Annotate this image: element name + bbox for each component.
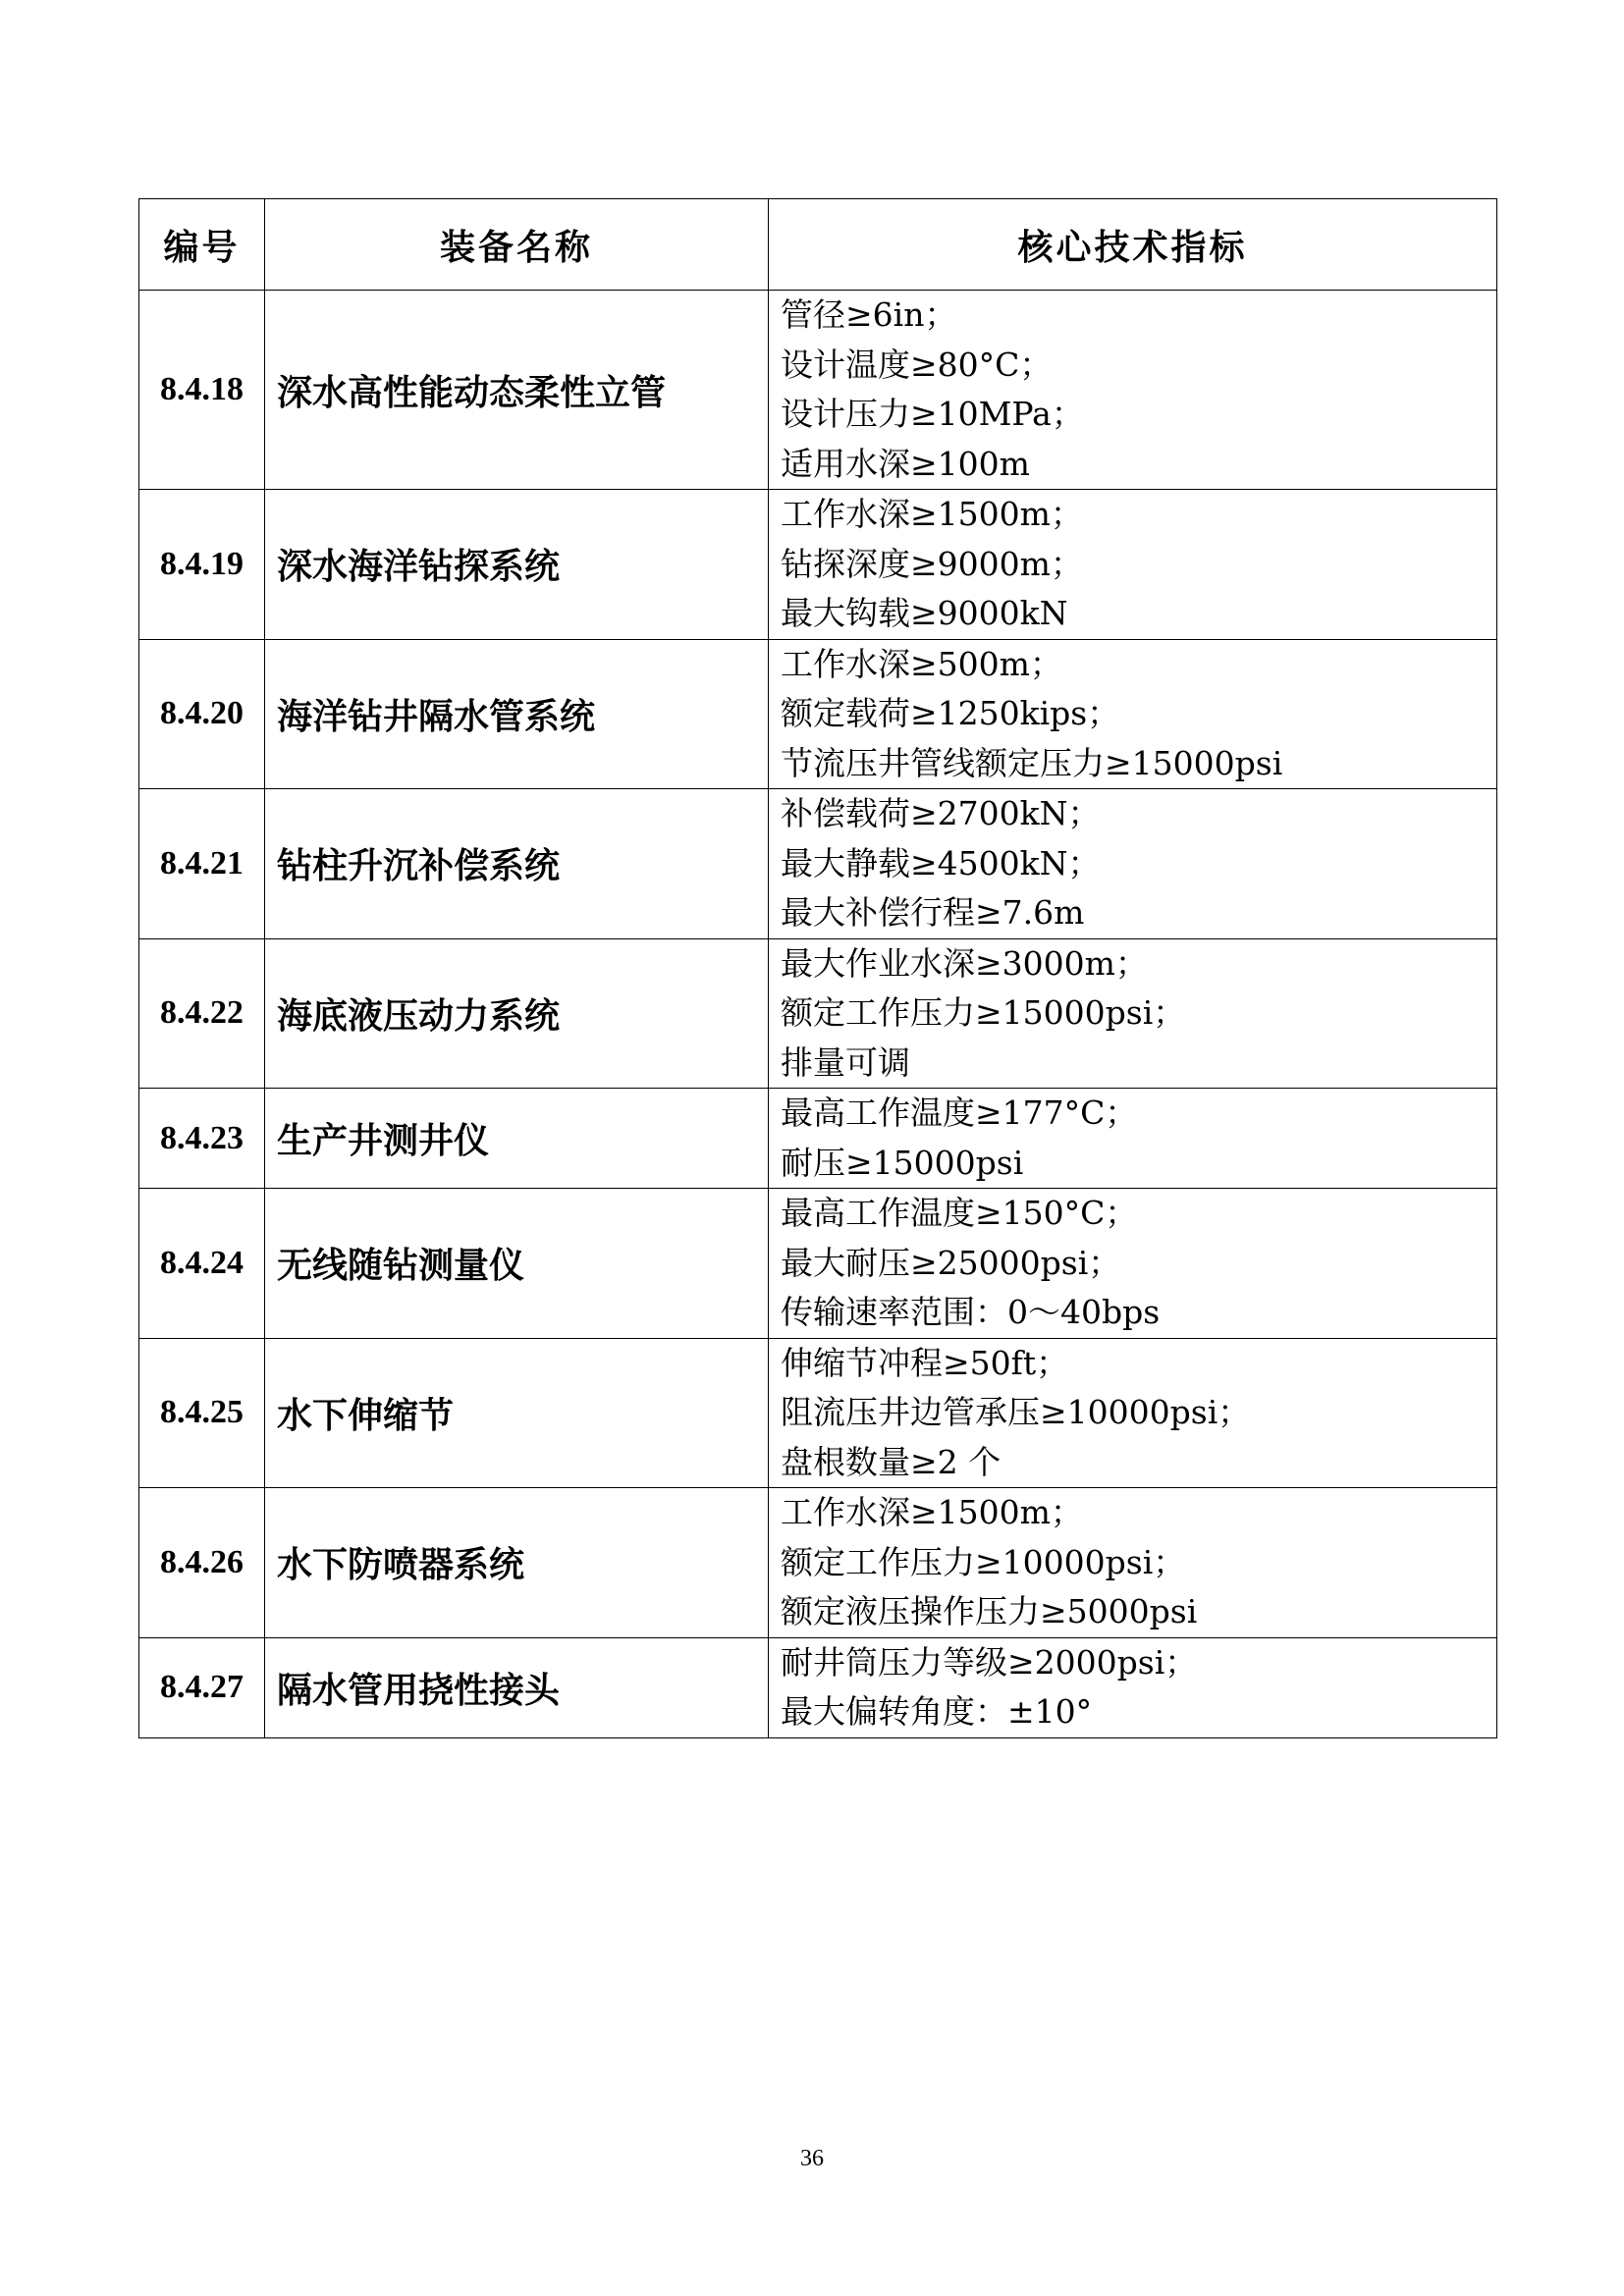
spec-line: 钻探深度≥9000m； bbox=[781, 544, 1083, 583]
equipment-id: 8.4.20 bbox=[139, 639, 265, 789]
equipment-name: 深水高性能动态柔性立管 bbox=[265, 291, 769, 490]
spec-line: 最大作业水深≥3000m； bbox=[781, 943, 1148, 983]
equipment-name: 无线随钻测量仪 bbox=[265, 1189, 769, 1339]
spec-line: 工作水深≥500m； bbox=[781, 644, 1062, 683]
table-row bbox=[139, 1189, 1497, 1339]
spec-line: 排量可调 bbox=[781, 1042, 910, 1082]
equipment-id: 8.4.23 bbox=[139, 1089, 265, 1189]
header-id: 编号 bbox=[139, 199, 265, 291]
core-specs bbox=[769, 639, 1497, 789]
spec-line: 额定载荷≥1250kips； bbox=[781, 694, 1120, 732]
spec-line: 盘根数量≥2 个 bbox=[781, 1442, 1001, 1481]
equipment-id: 8.4.19 bbox=[139, 490, 265, 640]
table-row bbox=[139, 490, 1497, 640]
core-specs bbox=[769, 1189, 1497, 1339]
spec-line: 额定液压操作压力≥5000psi bbox=[781, 1592, 1198, 1630]
core-specs bbox=[769, 1637, 1497, 1737]
spec-line: 适用水深≥100m bbox=[781, 444, 1030, 483]
core-specs bbox=[769, 938, 1497, 1089]
table-row bbox=[139, 639, 1497, 789]
spec-line: 设计压力≥10MPa； bbox=[781, 395, 1084, 433]
equipment-name: 钻柱升沉补偿系统 bbox=[265, 789, 769, 939]
core-specs bbox=[769, 291, 1497, 490]
equipment-name: 海洋钻井隔水管系统 bbox=[265, 639, 769, 789]
spec-line: 工作水深≥1500m； bbox=[781, 1493, 1083, 1531]
spec-line: 节流压井管线额定压力≥15000psi bbox=[781, 743, 1283, 782]
spec-line: 设计温度≥80°C； bbox=[781, 345, 1053, 384]
equipment-name: 隔水管用挠性接头 bbox=[265, 1637, 769, 1737]
equipment-name: 水下伸缩节 bbox=[265, 1338, 769, 1488]
spec-line: 伸缩节冲程≥50ft； bbox=[781, 1343, 1069, 1382]
spec-line: 最大耐压≥25000psi； bbox=[781, 1243, 1121, 1282]
spec-line: 最大补偿行程≥7.6m bbox=[781, 893, 1085, 932]
table-row bbox=[139, 789, 1497, 939]
equipment-id: 8.4.26 bbox=[139, 1488, 265, 1638]
core-specs bbox=[769, 1089, 1497, 1189]
equipment-name: 深水海洋钻探系统 bbox=[265, 490, 769, 640]
equipment-name: 海底液压动力系统 bbox=[265, 938, 769, 1089]
equipment-id: 8.4.27 bbox=[139, 1637, 265, 1737]
header-specs: 核心技术指标 bbox=[769, 199, 1497, 291]
spec-line: 最大偏转角度：±10° bbox=[781, 1692, 1093, 1731]
table-header-row bbox=[139, 199, 1497, 291]
equipment-id: 8.4.24 bbox=[139, 1189, 265, 1339]
table-row bbox=[139, 1338, 1497, 1488]
spec-line: 补偿载荷≥2700kN； bbox=[781, 794, 1101, 832]
spec-line: 管径≥6in； bbox=[781, 295, 957, 334]
spec-line: 最高工作温度≥177°C； bbox=[781, 1094, 1138, 1132]
equipment-id: 8.4.25 bbox=[139, 1338, 265, 1488]
core-specs bbox=[769, 1488, 1497, 1638]
spec-line: 阻流压井边管承压≥10000psi； bbox=[781, 1393, 1251, 1431]
spec-line: 最大钩载≥9000kN bbox=[781, 594, 1068, 632]
equipment-id: 8.4.18 bbox=[139, 291, 265, 490]
equipment-id: 8.4.22 bbox=[139, 938, 265, 1089]
core-specs bbox=[769, 1338, 1497, 1488]
equipment-name: 水下防喷器系统 bbox=[265, 1488, 769, 1638]
spec-line: 传输速率范围：0～40bps bbox=[781, 1293, 1161, 1331]
equipment-name: 生产井测井仪 bbox=[265, 1089, 769, 1189]
equipment-spec-table bbox=[138, 198, 1497, 1738]
header-name: 装备名称 bbox=[265, 199, 769, 291]
core-specs bbox=[769, 490, 1497, 640]
page-number: 36 bbox=[800, 2146, 824, 2171]
table-row bbox=[139, 1637, 1497, 1737]
core-specs bbox=[769, 789, 1497, 939]
table-row bbox=[139, 291, 1497, 490]
table-row bbox=[139, 1488, 1497, 1638]
spec-line: 工作水深≥1500m； bbox=[781, 495, 1083, 533]
spec-line: 最大静载≥4500kN； bbox=[781, 843, 1101, 882]
spec-line: 额定工作压力≥15000psi； bbox=[781, 993, 1186, 1032]
table-row bbox=[139, 938, 1497, 1089]
equipment-id: 8.4.21 bbox=[139, 789, 265, 939]
spec-line: 额定工作压力≥10000psi； bbox=[781, 1542, 1186, 1581]
spec-line: 最高工作温度≥150°C； bbox=[781, 1194, 1138, 1232]
table-row bbox=[139, 1089, 1497, 1189]
spec-line: 耐压≥15000psi bbox=[781, 1143, 1024, 1182]
spec-line: 耐井筒压力等级≥2000psi； bbox=[781, 1642, 1198, 1682]
